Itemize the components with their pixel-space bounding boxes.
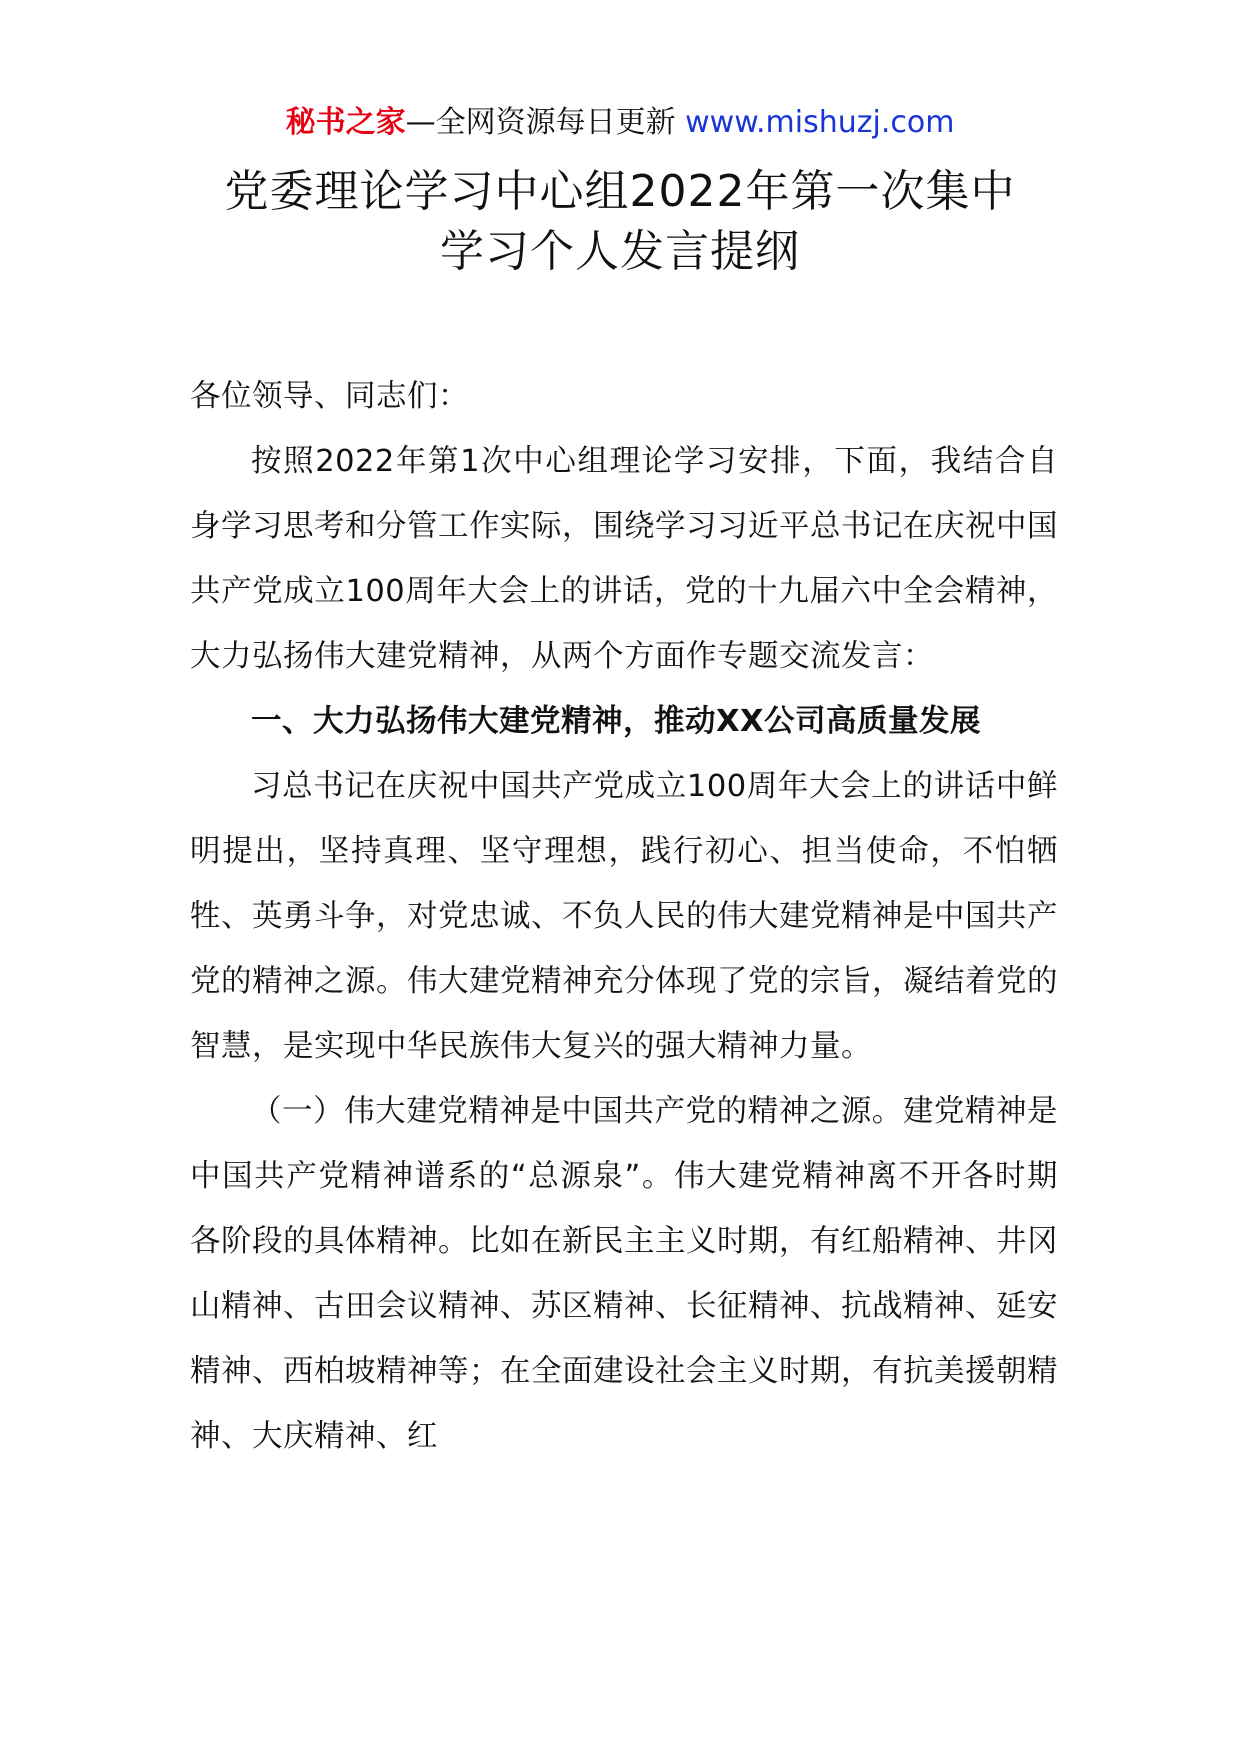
paragraph-spirit: 习总书记在庆祝中国共产党成立100周年大会上的讲话中鲜明提出，坚持真理、坚守理想，践行初心、担当使命，不怕牺牲、英勇斗争，对党忠诚、不负人民的伟大建党精神是中国共产党的精神之源。伟大建党精神充分体现了党的宗旨，凝结着党的智慧，是实现中华民族伟大复兴的强大精神力量。 xyxy=(190,769,1058,1064)
section-heading-1: 一、大力弘扬伟大建党精神，推动XX公司高质量发展 xyxy=(251,704,982,739)
title-line-2: 学习个人发言提纲 xyxy=(440,226,800,277)
banner-slogan: —全网资源每日更新 xyxy=(405,105,676,140)
paragraph-subsection-1: （一）伟大建党精神是中国共产党的精神之源。建党精神是中国共产党精神谱系的“总源泉”。伟大建党精神离不开各时期各阶段的具体精神。比如在新民主主义时期，有红船精神、井冈山精神、古田会议精神、苏区精神、长征精神、抗战精神、延安精神、西柏坡精神等；在全面建设社会主义时期，有抗美援朝精神、大庆精神、红 xyxy=(190,1094,1058,1454)
document-title xyxy=(0,162,1240,282)
site-url-link[interactable]: www.mishuzj.com xyxy=(685,105,955,140)
paragraph-intro: 按照2022年第1次中心组理论学习安排，下面，我结合自身学习思考和分管工作实际，围绕学习习近平总书记在庆祝中国共产党成立100周年大会上的讲话，党的十九届六中全会精神，大力弘扬伟大建党精神，从两个方面作专题交流发言： xyxy=(190,444,1058,674)
document-body xyxy=(190,364,1058,1469)
brand-name: 秘书之家 xyxy=(285,105,406,140)
salutation: 各位领导、同志们： xyxy=(190,379,469,414)
title-line-1: 党委理论学习中心组2022年第一次集中 xyxy=(224,166,1016,217)
site-banner xyxy=(0,103,1240,143)
